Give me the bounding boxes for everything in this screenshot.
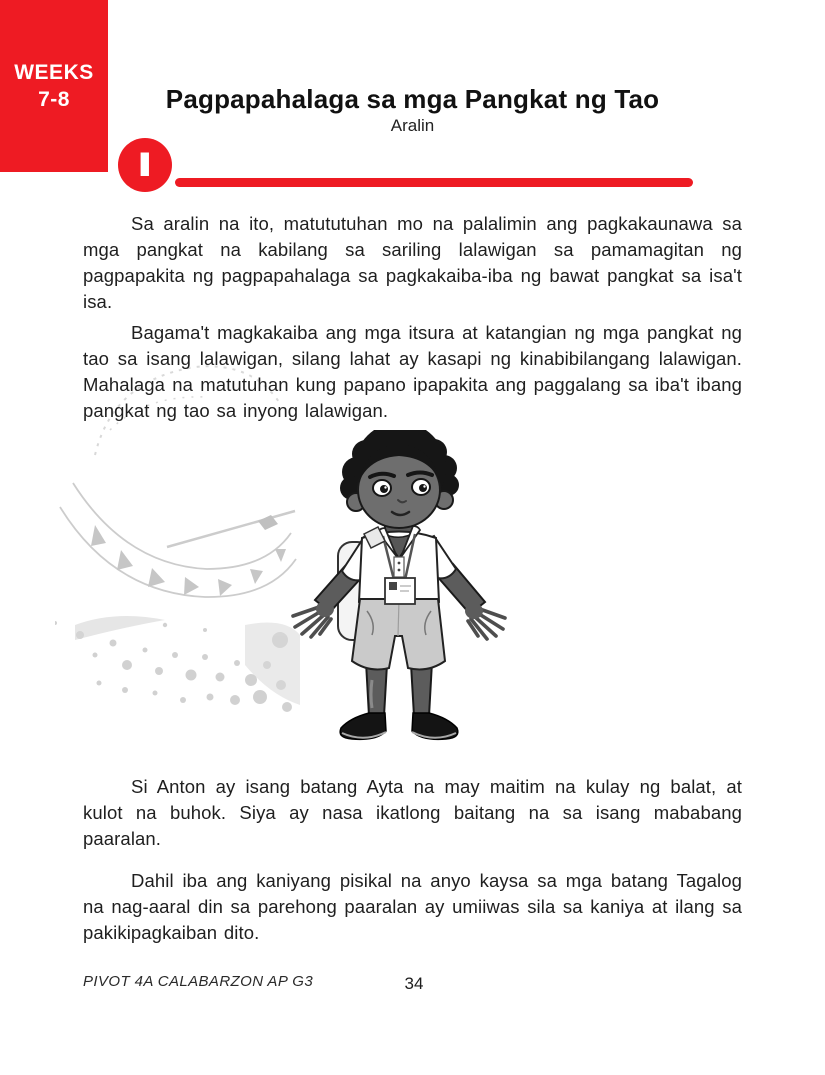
paragraph-context: Bagama't magkakaiba ang mga itsura at katangian ng mga pangkat ng tao sa isang lalawigan, silang lahat ay kasapi ng kinabibilangang lalawigan. Mahalaga na matutuhan kung papano ipapakita ang paggalang sa iba't ibang pangkat ng tao sa inyong lalawigan. — [83, 322, 742, 421]
paragraph-intro: Sa aralin na ito, matututuhan mo na palalimin ang pagkakaunawa sa mga pangkat na kabilang sa sariling lalawigan sa pamamagitan ng pagpapakita ng pagpapahalaga sa pagkakaiba-iba ng bawat pangkat sa isa't isa. — [83, 213, 742, 312]
section-divider-rule — [175, 178, 693, 187]
head — [340, 430, 459, 528]
lesson-numeral: I — [136, 146, 154, 184]
page-subtitle: Aralin — [390, 116, 435, 135]
weeks-range: 7-8 — [38, 88, 70, 111]
paragraph-anton: Si Anton ay isang batang Ayta na may maitim na kulay ng balat, at kulot na buhok. Siya ay nasa ikatlong baitang na sa isang mababang paaralan. — [83, 776, 742, 849]
footer-module-label: PIVOT 4A CALABARZON AP G3 — [83, 973, 314, 990]
weeks-label: WEEKS — [14, 61, 94, 84]
page-title: Pagpapahalaga sa mga Pangkat ng Tao — [165, 84, 660, 114]
lesson-number-badge — [118, 138, 172, 192]
ayta-schoolboy-illustration — [282, 430, 507, 760]
footer-page-number: 34 — [404, 974, 424, 993]
paragraph-conflict: Dahil iba ang kaniyang pisikal na anyo kaysa sa mga batang Tagalog na nag-aaral din sa parehong paaralan ay umiiwas sila sa kaniya at ilang sa pakikipagkaiban dito. — [83, 870, 742, 943]
